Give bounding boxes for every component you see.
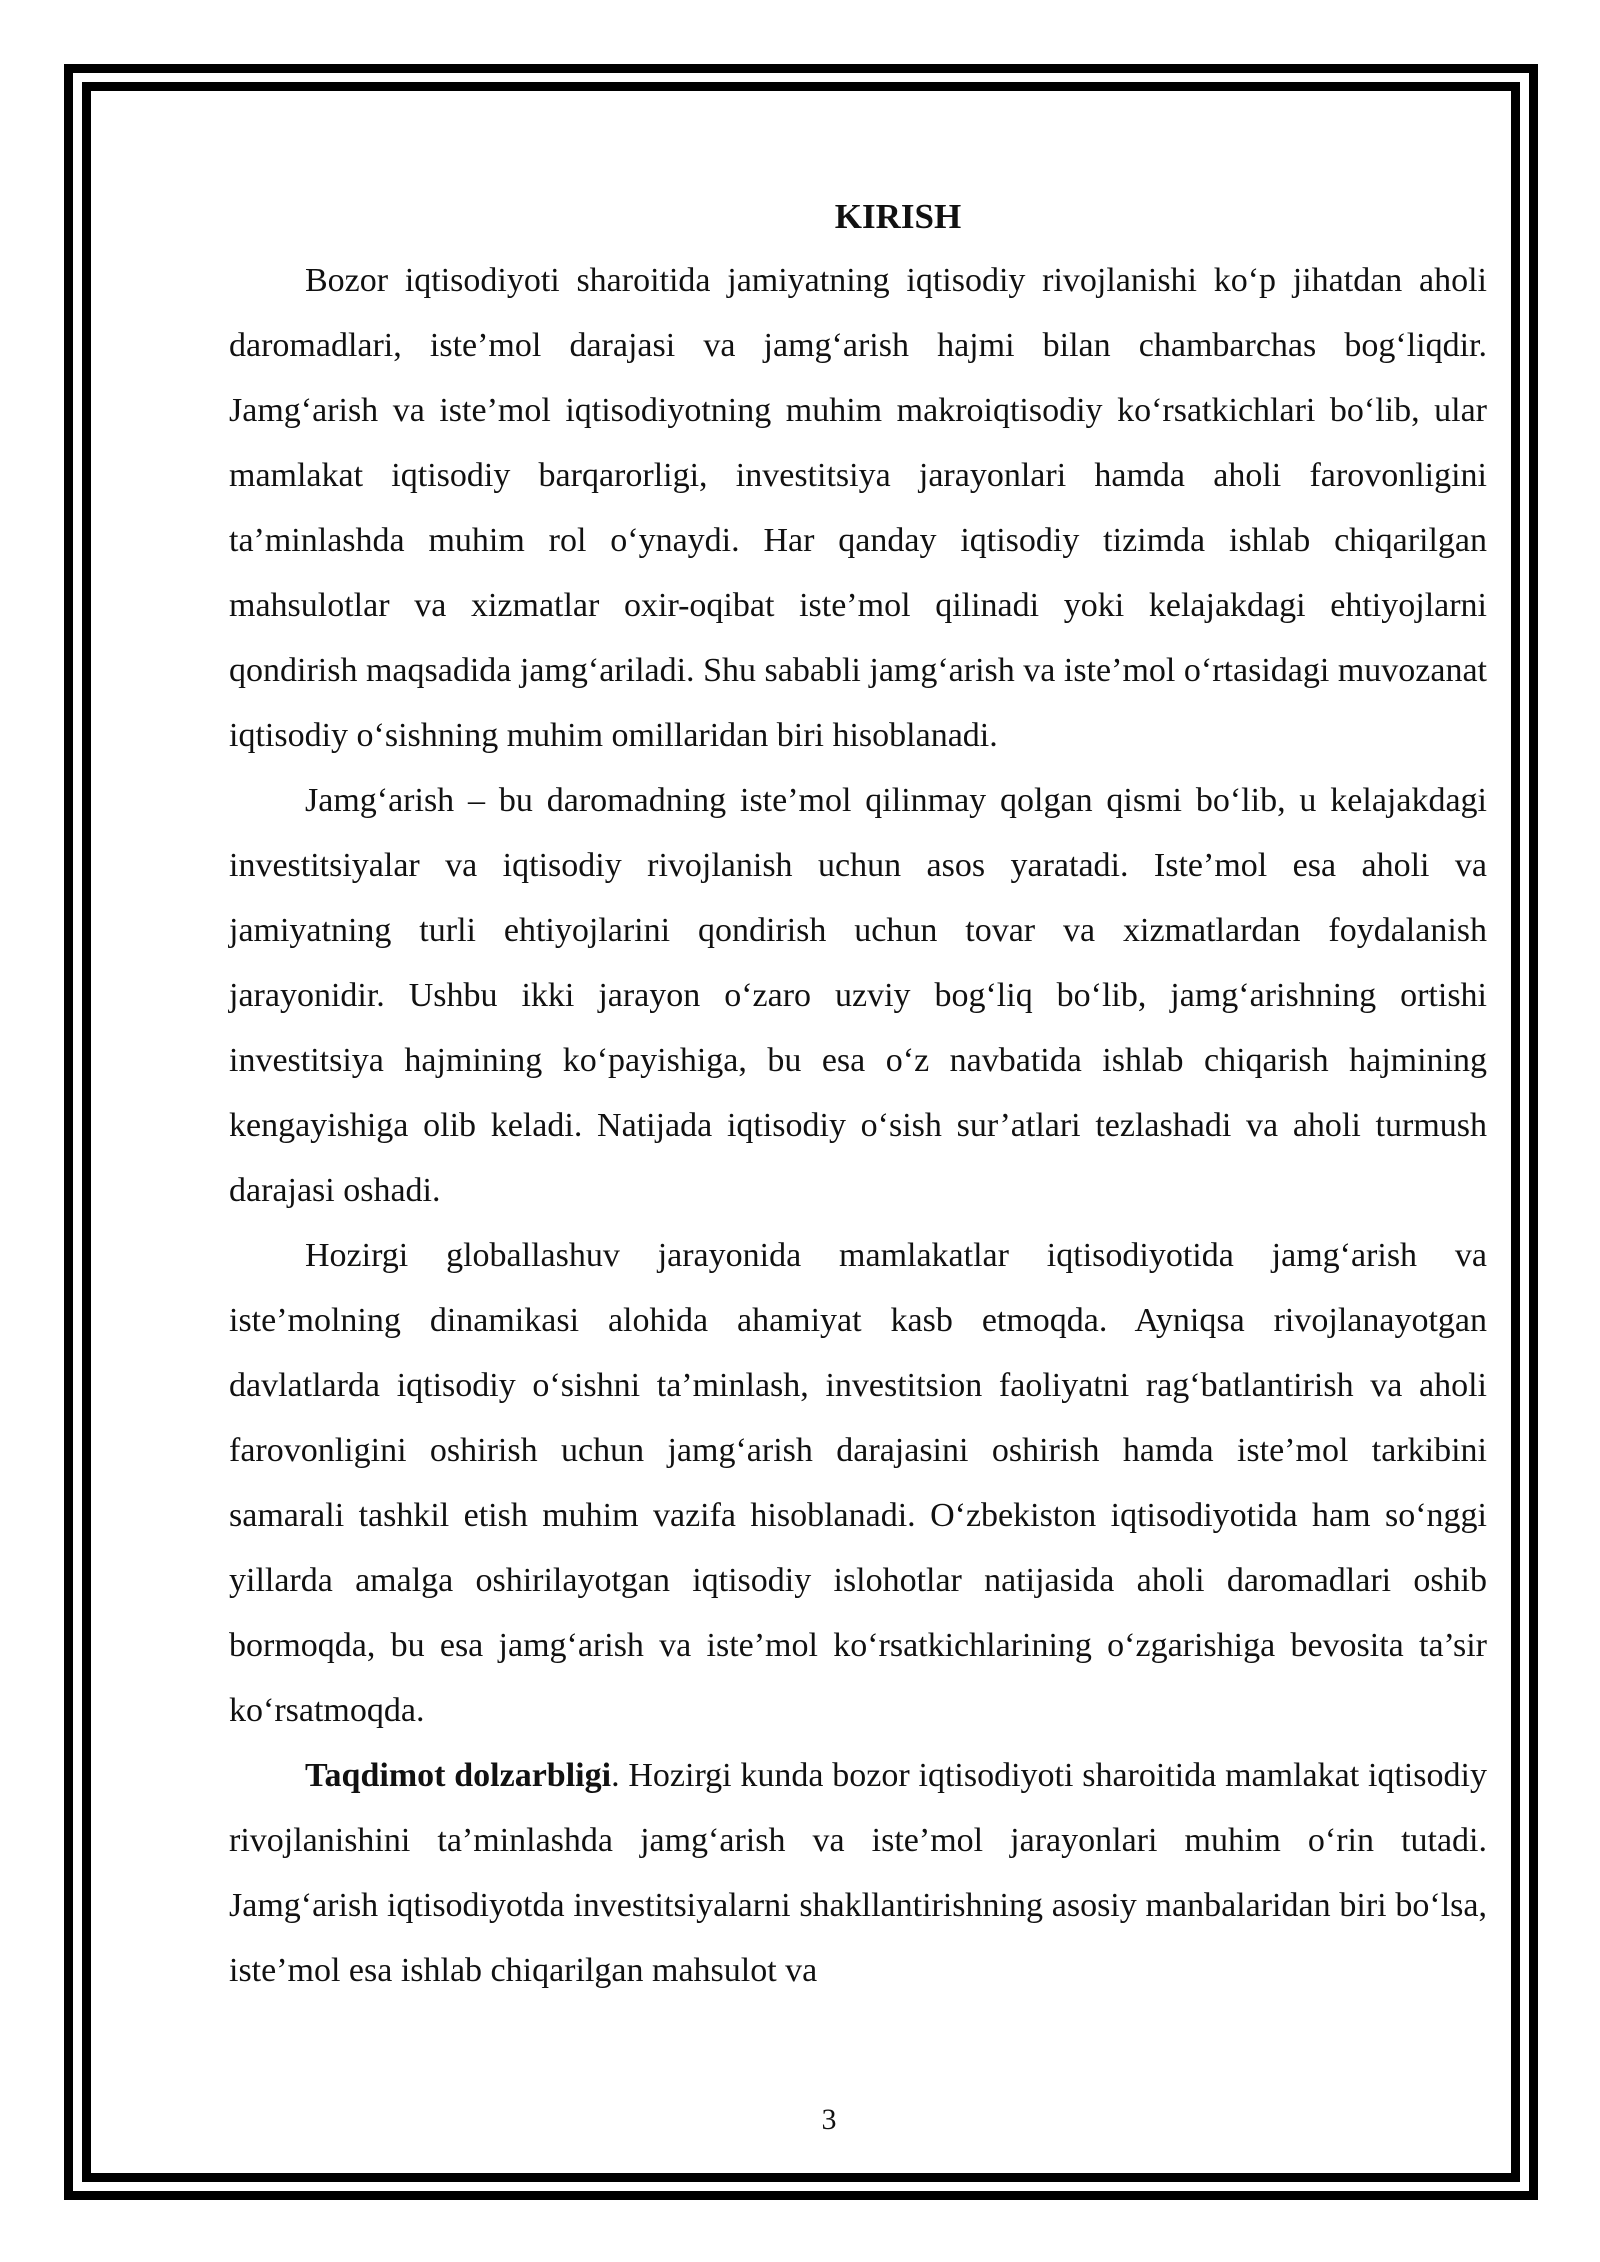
paragraph-relevance <box>229 1743 1487 2003</box>
page-number: 3 <box>821 2103 837 2136</box>
relevance-text: . Hozirgi kunda bozor iqtisodiyoti sharoitida mamlakat iqtisodiy rivojlanishini ta’minlashda jamg‘arish va iste’mol jarayonlari muhim o‘rin tutadi. Jamg‘arish iqtisodiyotda investitsiyalarni shakllantirishning asosiy manbalaridan biri bo‘lsa, iste’mol esa ishlab chiqarilgan mahsulot va <box>229 1757 1487 1989</box>
paragraph-2: Jamg‘arish – bu daromadning iste’mol qilinmay qolgan qismi bo‘lib, u kelajakdagi investitsiyalar va iqtisodiy rivojlanish uchun asos yaratadi. Iste’mol esa aholi va jamiyatning turli ehtiyojlarini qondirish uchun tovar va xizmatlardan foydalanish jarayonidir. Ushbu ikki jarayon o‘zaro uzviy bog‘liq bo‘lib, jamg‘arishning ortishi investitsiya hajmining ko‘payishiga, bu esa o‘z navbatida ishlab chiqarish hajmining kengayishiga olib keladi. Natijada iqtisodiy o‘sish sur’atlari tezlashadi va aholi turmush darajasi oshadi. <box>229 782 1487 1209</box>
page-title: KIRISH <box>834 197 962 236</box>
page-content <box>229 186 1487 2003</box>
relevance-heading: Taqdimot dolzarbligi <box>305 1757 612 1794</box>
paragraph-1: Bozor iqtisodiyoti sharoitida jamiyatning iqtisodiy rivojlanishi ko‘p jihatdan aholi daromadlari, iste’mol darajasi va jamg‘arish hajmi bilan chambarchas bog‘liqdir. Jamg‘arish va iste’mol iqtisodiyotning muhim makroiqtisodiy ko‘rsatkichlari bo‘lib, ular mamlakat iqtisodiy barqarorligi, investitsiya jarayonlari hamda aholi farovonligini ta’minlashda muhim rol o‘ynaydi. Har qanday iqtisodiy tizimda ishlab chiqarilgan mahsulotlar va xizmatlar oxir-oqibat iste’mol qilinadi yoki kelajakdagi ehtiyojlarni qondirish maqsadida jamg‘ariladi. Shu sababli jamg‘arish va iste’mol o‘rtasidagi muvozanat iqtisodiy o‘sishning muhim omillaridan biri hisoblanadi. <box>229 262 1487 754</box>
paragraph-3: Hozirgi globallashuv jarayonida mamlakatlar iqtisodiyotida jamg‘arish va iste’molning dinamikasi alohida ahamiyat kasb etmoqda. Ayniqsa rivojlanayotgan davlatlarda iqtisodiy o‘sishni ta’minlash, investitsion faoliyatni rag‘batlantirish va aholi farovonligini oshirish uchun jamg‘arish darajasini oshirish hamda iste’mol tarkibini samarali tashkil etish muhim vazifa hisoblanadi. O‘zbekiston iqtisodiyotida ham so‘nggi yillarda amalga oshirilayotgan iqtisodiy islohotlar natijasida aholi daromadlari oshib bormoqda, bu esa jamg‘arish va iste’mol ko‘rsatkichlarining o‘zgarishiga bevosita ta’sir ko‘rsatmoqda. <box>229 1237 1487 1729</box>
